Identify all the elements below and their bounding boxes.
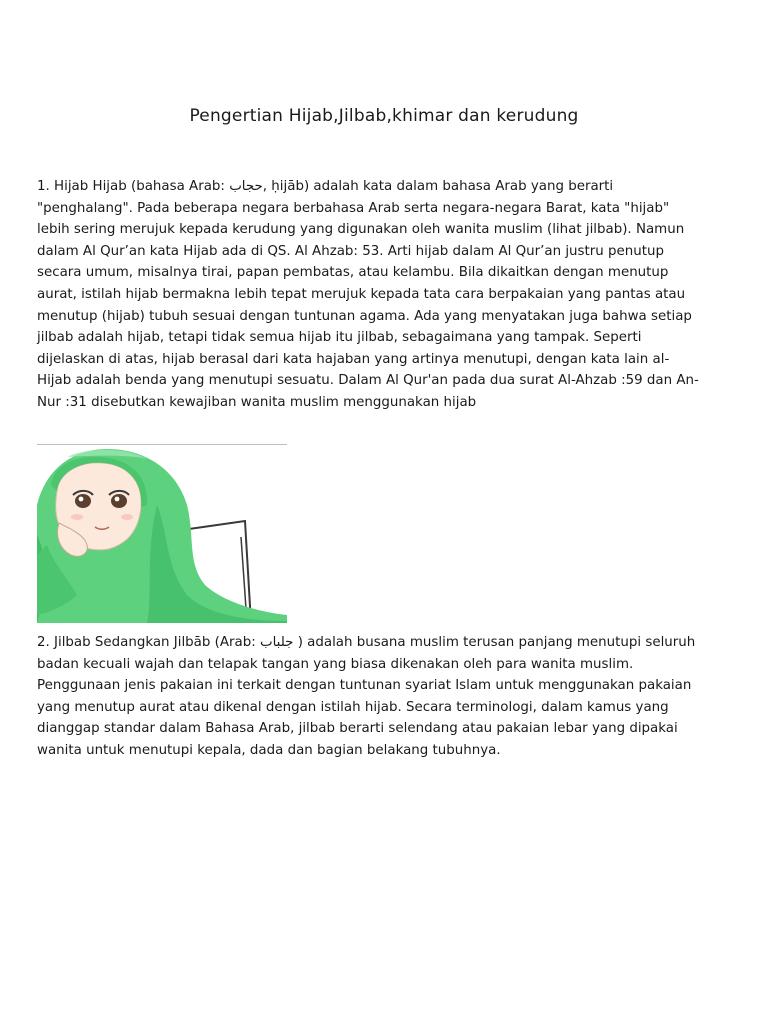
paragraph-jilbab: 2. Jilbab Sedangkan Jilbāb (Arab: جلباب ) adalah busana muslim terusan panjang menutupi seluruh badan kecuali wajah dan telapak tangan yang biasa dikenakan oleh para wanita muslim. Penggunaan jenis pakaian ini terkait dengan tuntunan syariat Islam untuk menggunakan pakaian yang menutup aurat atau dikenal dengan istilah hijab. Secara terminologi, dalam kamus yang dianggap standar dalam Bahasa Arab, jilbab berarti selendang atau pakaian lebar yang dipakai wanita untuk menutupi kepala, dada dan bagian belakang tubuhnya. [37,635,696,758]
document-title: Pengertian Hijab,Jilbab,khimar dan kerudung [189,106,579,126]
hijab-girl-illustration [37,444,287,623]
paragraph-hijab: 1. Hijab Hijab (bahasa Arab: حجاب, ḥijāb) adalah kata dalam bahasa Arab yang berarti "penghalang". Pada beberapa negara berbahasa Arab serta negara-negara Barat, kata "hijab" lebih sering merujuk kepada kerudung yang digunakan oleh wanita muslim (lihat jilbab). Namun dalam Al Qur’an kata Hijab ada di QS. Al Ahzab: 53. Arti hijab dalam Al Qur’an justru penutup secara umum, misalnya tirai, papan pembatas, atau kelambu. Bila dikaitkan dengan menutup aurat, istilah hijab bermakna lebih tepat merujuk kepada tata cara berpakaian yang pantas atau menutup (hijab) tubuh sesuai dengan tuntunan agama. Ada yang menyatakan juga bahwa setiap jilbab adalah hijab, tetapi tidak semua hijab itu jilbab, sebagaimana yang tampak. Seperti dijelaskan di atas, hijab berasal dari kata hajaban yang artinya menutupi, dengan kata lain al-Hijab adalah benda yang menutupi sesuatu. Dalam Al Qur'an pada dua surat Al-Ahzab :59 dan An-Nur :31 disebutkan kewajiban wanita muslim menggunakan hijab [37,179,699,410]
